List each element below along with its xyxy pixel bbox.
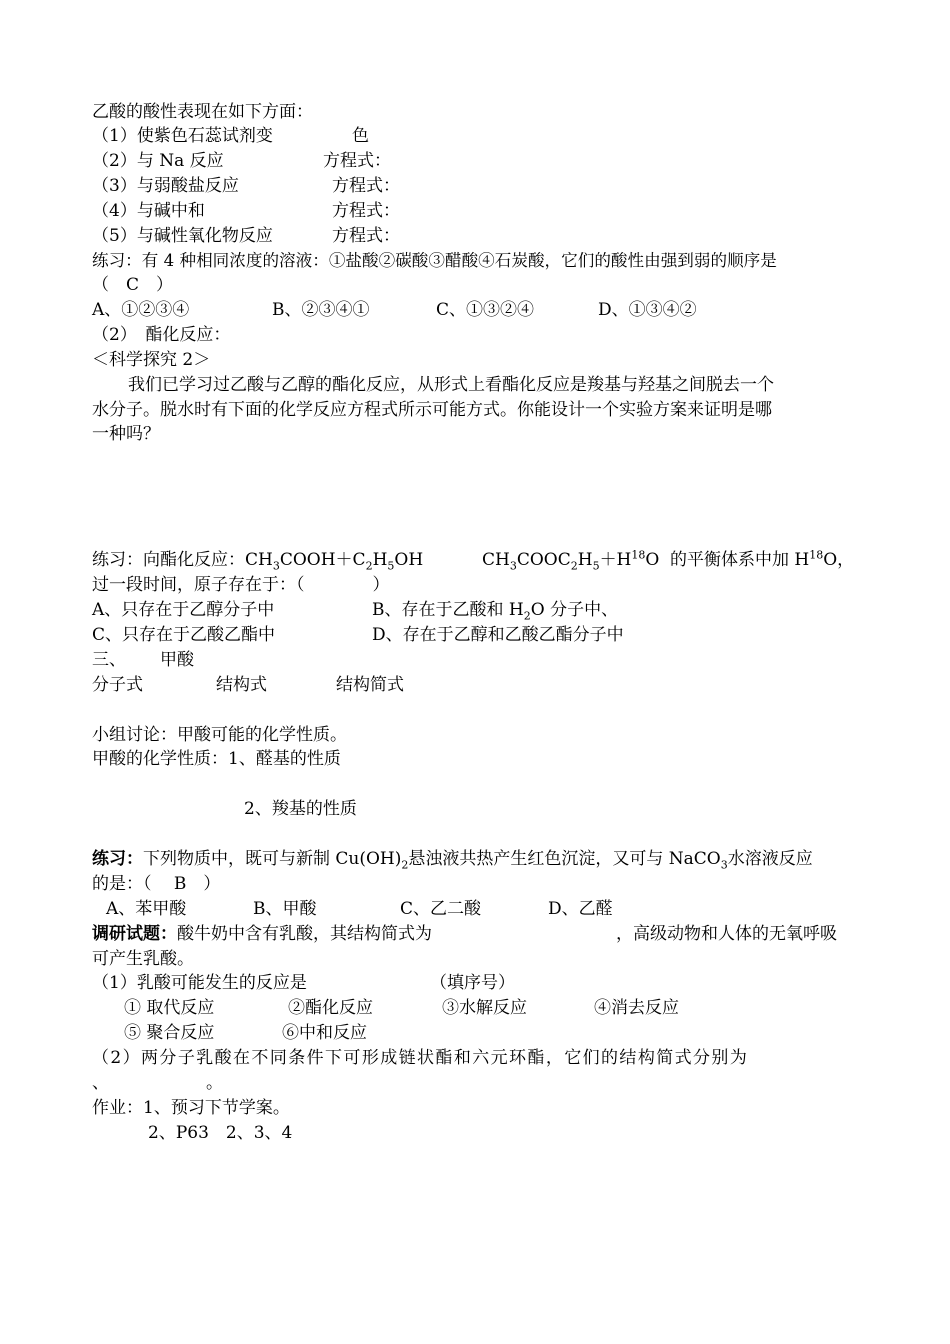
- acid-item-1: （1）使紫色石蕊试剂变: [92, 126, 273, 146]
- intro-line: 乙酸的酸性表现在如下方面：: [92, 102, 313, 122]
- formula-column-3: 结构简式: [336, 675, 404, 695]
- formic-properties-2: 2、羧基的性质: [244, 799, 357, 819]
- exercise-2-option-a: A、只存在于乙醇分子中: [92, 600, 275, 620]
- homework-line-1: 作业：1、预习下节学案。: [92, 1098, 290, 1118]
- exercise-3-option-a: A、苯甲酸: [106, 899, 187, 919]
- research-q2-end: 。: [206, 1073, 223, 1093]
- research-question-line-2: 可产生乳酸。: [92, 949, 194, 969]
- section-3-title: 甲酸: [160, 650, 194, 670]
- exercise-2-reaction: 练习：向酯化反应：$CH_3COOH+C_2H_5OH$: [92, 550, 424, 573]
- research-q1-option-6: ⑥中和反应: [282, 1023, 367, 1043]
- exercise-2-products: $CH_3COOC_2H_5+H^{18}O$: [482, 548, 660, 573]
- formula-column-2: 结构式: [216, 675, 267, 695]
- acid-item-4-suffix: 方程式：: [332, 201, 400, 221]
- exercise-1-question: 练习：有 4 种相同浓度的溶液：①盐酸②碳酸③醋酸④石炭酸，它们的酸性由强到弱的顺序是: [92, 251, 777, 270]
- esterification-heading: （2） 酯化反应：: [92, 325, 231, 345]
- acid-item-3-suffix: 方程式：: [332, 176, 400, 196]
- research-q1-option-4: ④消去反应: [594, 998, 679, 1018]
- research-question-cont: ，高级动物和人体的无氧呼吸: [616, 924, 837, 944]
- research-question: 调研试题：酸牛奶中含有乳酸，其结构简式为: [92, 924, 432, 944]
- acid-item-3: （3）与弱酸盐反应: [92, 176, 239, 196]
- exercise-3-option-d: D、乙醛: [548, 899, 613, 919]
- acid-item-2-suffix: 方程式：: [323, 151, 391, 171]
- inquiry-paragraph-line-1: 我们已学习过乙酸与乙醇的酯化反应，从形式上看酯化反应是羧基与羟基之间脱去一个: [128, 375, 774, 395]
- exercise-1-answer: （ C ）: [92, 275, 174, 295]
- acid-item-1-suffix: 色: [352, 126, 369, 146]
- exercise-1-option-b: B、②③④①: [272, 300, 370, 320]
- exercise-3-answer: 的是：（ B ）: [92, 874, 221, 894]
- exercise-1-option-d: D、①③④②: [598, 300, 697, 320]
- research-q1-option-2: ②酯化反应: [288, 998, 373, 1018]
- exercise-2-option-c: C、只存在于乙酸乙酯中: [92, 625, 276, 645]
- exercise-3-option-c: C、乙二酸: [400, 899, 482, 919]
- research-q2: （2）两分子乳酸在不同条件下可形成链状酯和六元环酯，它们的结构简式分别为: [92, 1048, 749, 1068]
- exercise-2-option-b: B、存在于乙酸和 $H_2O$ 分子中、: [372, 600, 619, 623]
- group-discussion: 小组讨论：甲酸可能的化学性质。: [92, 725, 347, 745]
- research-q1-hint: （填序号）: [430, 973, 515, 993]
- exercise-2-question: 过一段时间，原子存在于：（ ）: [92, 575, 390, 595]
- inquiry-paragraph-line-2: 水分子。脱水时有下面的化学反应方程式所示可能方式。你能设计一个实验方案来证明是哪: [92, 400, 772, 420]
- exercise-2-condition: 的平衡体系中加 $H^{18}O$，: [670, 548, 855, 570]
- exercise-2-option-d: D、存在于乙醇和乙酸乙酯分子中: [372, 625, 624, 645]
- inquiry-paragraph-line-3: 一种吗？: [92, 424, 160, 444]
- homework-line-2: 2、P63 2、3、4: [148, 1123, 293, 1143]
- research-q1-option-1: ① 取代反应: [124, 998, 215, 1018]
- research-q1-option-5: ⑤ 聚合反应: [124, 1023, 215, 1043]
- research-q1: （1）乳酸可能发生的反应是: [92, 973, 307, 993]
- research-q2-sep: 、: [92, 1073, 109, 1093]
- exercise-3-question: 练习：下列物质中，既可与新制 $Cu(OH)_2$悬浊液共热产生红色沉淀，又可与 NaCO$_3$水溶液反应: [92, 849, 813, 872]
- formic-properties-1: 甲酸的化学性质：1、醛基的性质: [92, 749, 341, 769]
- section-3-number: 三、: [92, 650, 126, 670]
- formula-column-1: 分子式: [92, 675, 143, 695]
- acid-item-5: （5）与碱性氧化物反应: [92, 226, 273, 246]
- exercise-1-option-c: C、①③②④: [436, 300, 535, 320]
- exercise-1-option-a: A、①②③④: [92, 300, 190, 320]
- exercise-3-option-b: B、甲酸: [253, 899, 317, 919]
- acid-item-5-suffix: 方程式：: [332, 226, 400, 246]
- research-q1-option-3: ③水解反应: [442, 998, 527, 1018]
- inquiry-title: ＜科学探究 2＞: [92, 350, 211, 370]
- acid-item-4: （4）与碱中和: [92, 201, 205, 221]
- acid-item-2: （2）与 Na 反应: [92, 151, 224, 171]
